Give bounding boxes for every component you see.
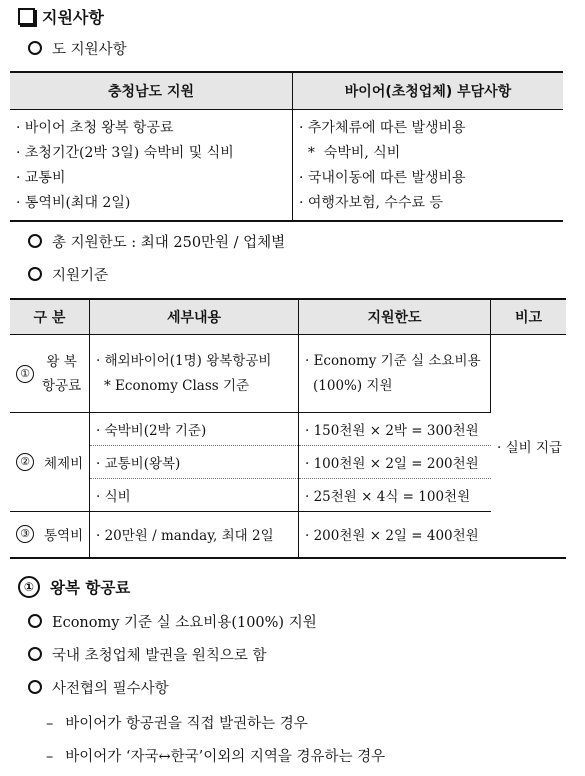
sub-item-province	[28, 38, 127, 59]
col-header-province: 충청남도 지원	[10, 72, 293, 110]
category-airfare	[10, 335, 90, 413]
number-badge: ②	[16, 453, 34, 471]
col-header-buyer: 바이어(초청업체) 부담사항	[293, 72, 564, 110]
number-badge: ①	[16, 365, 34, 383]
limit-text: (100%) 지원	[313, 377, 393, 394]
list-item: · 국내이동에 따른 발생비용	[299, 170, 466, 186]
detail-text: * Economy Class 기준	[104, 377, 250, 394]
detail-cell: · 식비	[90, 479, 299, 512]
col-header-note: 비고	[491, 299, 567, 335]
section-title: 왕복 항공료	[50, 579, 131, 597]
dash-text: 바이어가 항공권을 직접 발권하는 경우	[65, 716, 308, 732]
total-limit	[28, 231, 285, 252]
criteria-label	[28, 264, 108, 285]
list-item: * 숙박비, 식비	[299, 145, 401, 161]
limit-cell	[299, 335, 491, 413]
table-row	[10, 512, 566, 558]
circle-bullet-icon	[28, 41, 42, 55]
list-item	[28, 644, 267, 665]
section-heading	[18, 576, 130, 598]
number-badge: ①	[18, 576, 40, 598]
number-badge: ③	[16, 525, 34, 543]
total-limit-text: 총 지원한도 : 최대 250만원 / 업체별	[52, 235, 286, 251]
category-label: 체제비	[44, 456, 84, 472]
list-item: · 여행자보험, 수수료 등	[299, 195, 443, 211]
table-row	[10, 446, 566, 479]
dash-bullet-icon: –	[46, 716, 54, 732]
category-stay	[10, 413, 90, 512]
dash-item	[46, 712, 308, 733]
list-item: · 바이어 초청 왕복 항공료	[16, 120, 174, 136]
list-item	[28, 677, 169, 698]
circle-bullet-icon	[28, 234, 42, 248]
heading-checkbox-icon	[18, 8, 35, 25]
category-interpretation	[10, 512, 90, 558]
circle-bullet-icon	[28, 614, 42, 628]
table-row	[10, 479, 566, 512]
limit-cell: · 150천원 × 2박 = 300천원	[299, 413, 491, 446]
limit-cell: · 200천원 × 2일 = 400천원	[299, 512, 491, 558]
col-header-category: 구 분	[10, 299, 90, 335]
list-item: · 교통비	[16, 170, 66, 186]
dash-bullet-icon: –	[46, 749, 54, 765]
table-row	[10, 335, 566, 413]
col-header-detail: 세부내용	[90, 299, 299, 335]
criteria-table	[10, 298, 566, 559]
detail-cell: · 20만원 / manday, 최대 2일	[90, 512, 299, 558]
sub-item-label: 도 지원사항	[52, 42, 127, 58]
detail-cell	[90, 335, 299, 413]
col-header-limit: 지원한도	[299, 299, 491, 335]
category-label: 항공료	[42, 377, 82, 394]
detail-text: · 해외바이어(1명) 왕복항공비	[96, 352, 272, 369]
province-support-cell	[10, 110, 293, 222]
detail-cell: · 숙박비(2박 기준)	[90, 413, 299, 446]
list-item: · 초청기간(2박 3일) 숙박비 및 식비	[16, 145, 234, 161]
item-text: 사전협의 필수사항	[52, 681, 169, 697]
list-item: · 추가체류에 따른 발생비용	[299, 120, 466, 136]
note-cell: · 실비 지급	[491, 335, 567, 558]
list-item: · 통역비(최대 2일)	[16, 195, 131, 211]
limit-text: · Economy 기준 실 소요비용	[305, 352, 481, 369]
criteria-text: 지원기준	[52, 268, 109, 284]
dash-text: 바이어가 ‘자국↔한국’이외의 지역을 경유하는 경우	[65, 749, 386, 765]
circle-bullet-icon	[28, 680, 42, 694]
category-label: 왕 복	[46, 353, 77, 370]
category-label: 통역비	[44, 528, 84, 545]
circle-bullet-icon	[28, 647, 42, 661]
table-row	[10, 413, 566, 446]
detail-cell: · 교통비(왕복)	[90, 446, 299, 479]
support-table	[10, 71, 563, 222]
buyer-burden-cell	[293, 110, 564, 222]
circle-bullet-icon	[28, 267, 42, 281]
dash-item	[46, 745, 385, 766]
item-text: Economy 기준 실 소요비용(100%) 지원	[52, 615, 317, 631]
item-text: 국내 초청업체 발권을 원칙으로 함	[52, 648, 267, 664]
list-item	[28, 611, 317, 632]
limit-cell: · 25천원 × 4식 = 100천원	[299, 479, 491, 512]
limit-cell: · 100천원 × 2일 = 200천원	[299, 446, 491, 479]
page-heading: 지원사항	[42, 8, 104, 27]
